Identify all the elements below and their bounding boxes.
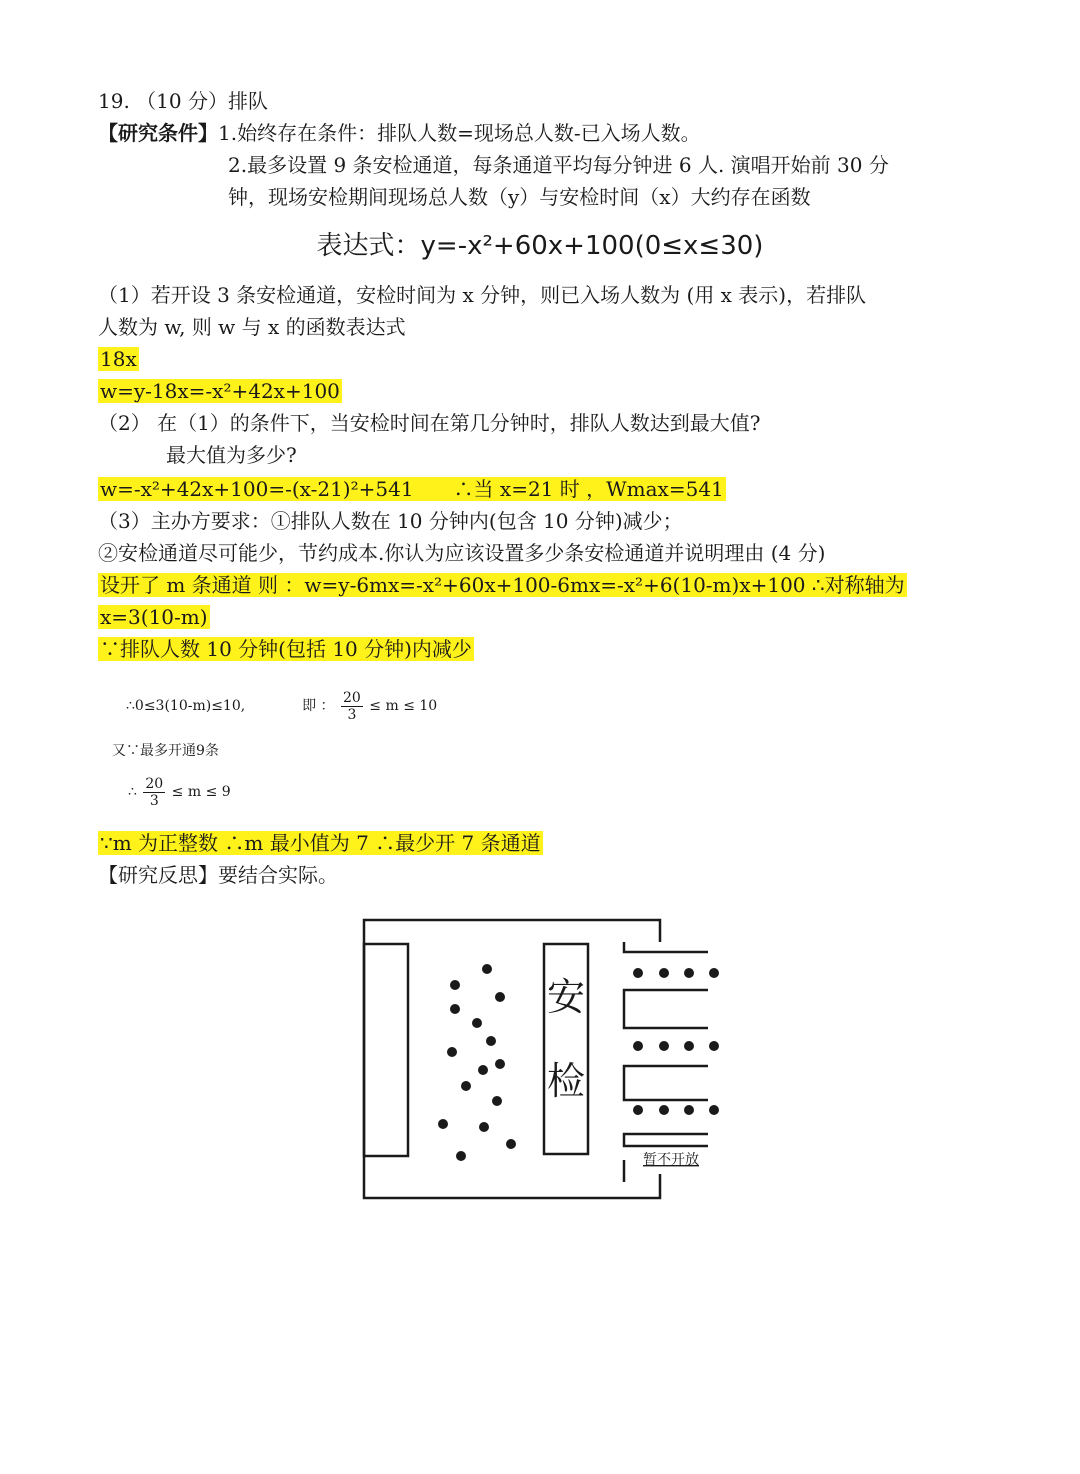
- crowd-dot: [486, 1036, 496, 1046]
- queue-dot: [633, 1041, 643, 1051]
- question-2a: （2） 在（1）的条件下，当安检时间在第几分钟时，排队人数达到最大值?: [98, 411, 761, 435]
- crowd-dot: [479, 1122, 489, 1132]
- crowd-dot: [478, 1065, 488, 1075]
- step-1-range: ≤ m ≤ 10: [369, 698, 438, 714]
- answer-1a: 18x: [100, 347, 137, 371]
- problem-title: 19. （10 分）排队: [98, 89, 268, 113]
- condition-2b: 钟，现场安检期间现场总人数（y）与安检时间（x）大约存在函数: [228, 185, 811, 209]
- stage: [364, 944, 408, 1156]
- question-2b: 最大值为多少?: [166, 443, 297, 467]
- channel-wall-1: [624, 990, 708, 1028]
- queue-dot: [659, 1041, 669, 1051]
- queue-dot: [684, 1041, 694, 1051]
- booth-label-an: 安: [546, 975, 586, 1019]
- queue-dot: [709, 968, 719, 978]
- channel-wall-3: [624, 1134, 708, 1146]
- crowd-dot: [461, 1081, 471, 1091]
- condition-2a: 2.最多设置 9 条安检通道，每条通道平均每分钟进 6 人. 演唱开始前 30 分: [228, 153, 889, 177]
- answer-1b: w=y-18x=-x²+42x+100: [100, 379, 340, 403]
- answer-3d: ∵m 为正整数 ∴m 最小值为 7 ∴最少开 7 条通道: [100, 831, 541, 855]
- question-3b: ②安检通道尽可能少，节约成本.你认为应该设置多少条安检通道并说明理由 (4 分): [98, 541, 826, 565]
- booth-label-jian: 检: [546, 1059, 586, 1103]
- fraction-numerator: 20: [145, 775, 164, 792]
- channel-top-wall: [624, 942, 708, 952]
- channel-wall-2: [624, 1066, 708, 1100]
- step-3-therefore: ∴: [128, 784, 137, 800]
- queue-dot: [633, 1105, 643, 1115]
- crowd-dot: [472, 1018, 482, 1028]
- question-1a: （1）若开设 3 条安检通道，安检时间为 x 分钟，则已入场人数为 (用 x 表示)，若排队: [98, 283, 867, 307]
- crowd-dot: [492, 1096, 502, 1106]
- crowd-dot: [438, 1119, 448, 1129]
- answer-3a: 设开了 m 条通道 则 ：w=y-6mx=-x²+60x+100-6mx=-x²+6(10-m)x+100 ∴对称轴为: [100, 573, 905, 597]
- crowd-dot: [506, 1139, 516, 1149]
- conditions-label: 【研究条件】: [98, 121, 218, 145]
- crowd-dot: [450, 1004, 460, 1014]
- crowd-dot: [456, 1151, 466, 1161]
- crowd-dot: [495, 1059, 505, 1069]
- queue-dot: [709, 1041, 719, 1051]
- condition-1: 1.始终存在条件：排队人数=现场总人数-已入场人数。: [218, 121, 701, 145]
- answer-3c: ∵排队人数 10 分钟(包括 10 分钟)内减少: [100, 637, 472, 661]
- answer-2: w=-x²+42x+100=-(x-21)²+541 ∴当 x=21 时 ，Wmax=541: [100, 477, 724, 501]
- solution-step-2: 又∵最多开通9条: [112, 743, 219, 759]
- crowd-dot: [447, 1047, 457, 1057]
- queue-dot: [709, 1105, 719, 1115]
- queue-dot: [659, 1105, 669, 1115]
- step-3-range: ≤ m ≤ 9: [171, 784, 231, 800]
- queue-dot: [633, 968, 643, 978]
- question-1b: 人数为 w, 则 w 与 x 的函数表达式: [98, 315, 406, 339]
- crowd-dot: [482, 964, 492, 974]
- queue-dot: [659, 968, 669, 978]
- reflection: 【研究反思】要结合实际。: [98, 863, 338, 887]
- queue-dot: [684, 968, 694, 978]
- crowd-dot: [450, 980, 460, 990]
- fraction-denominator: 3: [347, 706, 357, 723]
- step-1-inequality: ∴0≤3(10-m)≤10,: [126, 698, 246, 714]
- function-formula: 表达式：y=-x²+60x+100(0≤x≤30): [316, 231, 764, 261]
- question-3a: （3）主办方要求：①排队人数在 10 分钟内(包含 10 分钟)减少；: [98, 509, 683, 533]
- fraction-numerator: 20: [343, 689, 361, 706]
- queue-dot: [684, 1105, 694, 1115]
- closed-channel-label: 暂不开放: [643, 1152, 699, 1168]
- answer-3b: x=3(10-m): [100, 605, 208, 629]
- crowd-dot: [495, 992, 505, 1002]
- step-1-ji: 即 ：: [302, 698, 335, 714]
- fraction-denominator: 3: [149, 792, 159, 809]
